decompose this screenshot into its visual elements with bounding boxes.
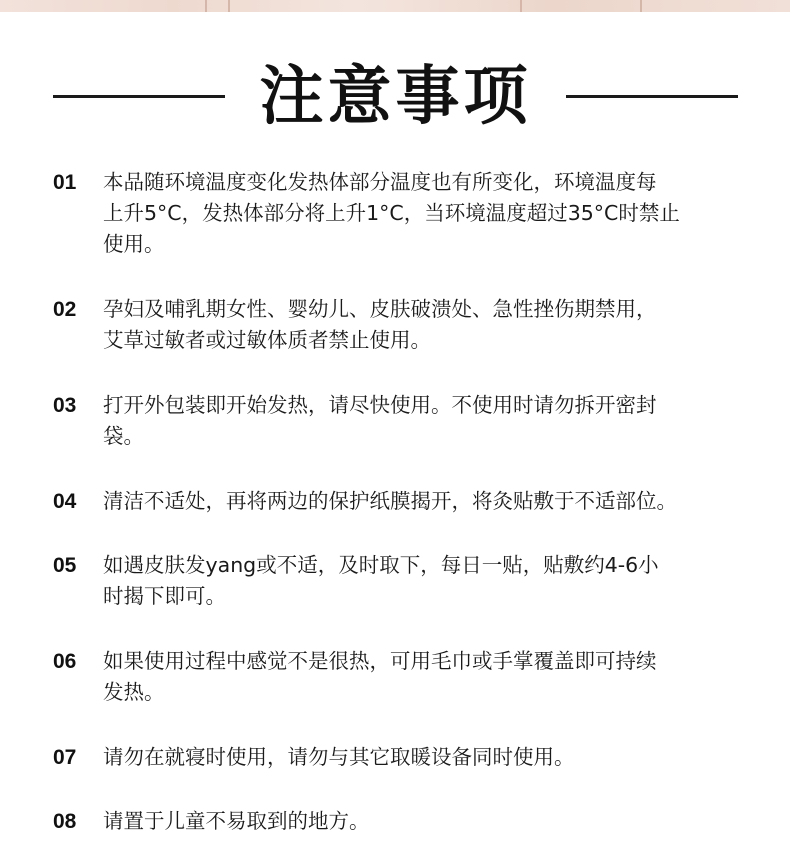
- note-number: 03: [53, 394, 77, 417]
- note-text: [103, 294, 743, 356]
- note-text: [103, 742, 743, 773]
- note-number: 05: [53, 554, 77, 577]
- page-title: 注意事项: [259, 60, 532, 134]
- top-photo-strip: [0, 0, 790, 12]
- header-divider-left: [53, 95, 225, 98]
- note-line: 请置于儿童不易取到的地方。: [103, 809, 370, 833]
- note-text: [103, 390, 743, 452]
- note-line: 如果使用过程中感觉不是很热，可用毛巾或手掌覆盖即可持续: [103, 649, 657, 673]
- note-line: 时揭下即可。: [103, 584, 226, 608]
- note-text: [103, 486, 743, 517]
- note-number: 01: [53, 171, 77, 194]
- note-text: [103, 167, 743, 260]
- note-line: 孕妇及哺乳期女性、婴幼儿、皮肤破溃处、急性挫伤期禁用，: [103, 297, 657, 321]
- fabric-crease: [640, 0, 642, 12]
- note-line: 艾草过敏者或过敏体质者禁止使用。: [103, 328, 431, 352]
- section-header: [0, 52, 790, 142]
- note-line: 打开外包装即开始发热，请尽快使用。不使用时请勿拆开密封: [103, 393, 657, 417]
- note-line: 如遇皮肤发yang或不适，及时取下，每日一贴，贴敷约4-6小: [103, 553, 659, 577]
- note-line: 请勿在就寝时使用，请勿与其它取暖设备同时使用。: [103, 745, 575, 769]
- fabric-crease: [228, 0, 230, 12]
- fabric-crease: [205, 0, 207, 12]
- note-line: 袋。: [103, 424, 144, 448]
- note-number: 06: [53, 650, 77, 673]
- header-divider-right: [566, 95, 738, 98]
- note-number: 04: [53, 490, 77, 513]
- note-text: [103, 806, 743, 837]
- note-number: 08: [53, 810, 77, 833]
- note-line: 清洁不适处，再将两边的保护纸膜揭开，将灸贴敷于不适部位。: [103, 489, 677, 513]
- note-line: 上升5°C，发热体部分将上升1°C，当环境温度超过35°C时禁止: [103, 201, 680, 225]
- note-number: 02: [53, 298, 77, 321]
- note-line: 发热。: [103, 680, 165, 704]
- note-number: 07: [53, 746, 77, 769]
- fabric-crease: [520, 0, 522, 12]
- note-line: 本品随环境温度变化发热体部分温度也有所变化，环境温度每: [103, 170, 657, 194]
- note-text: [103, 550, 743, 612]
- note-text: [103, 646, 743, 708]
- note-line: 使用。: [103, 232, 165, 256]
